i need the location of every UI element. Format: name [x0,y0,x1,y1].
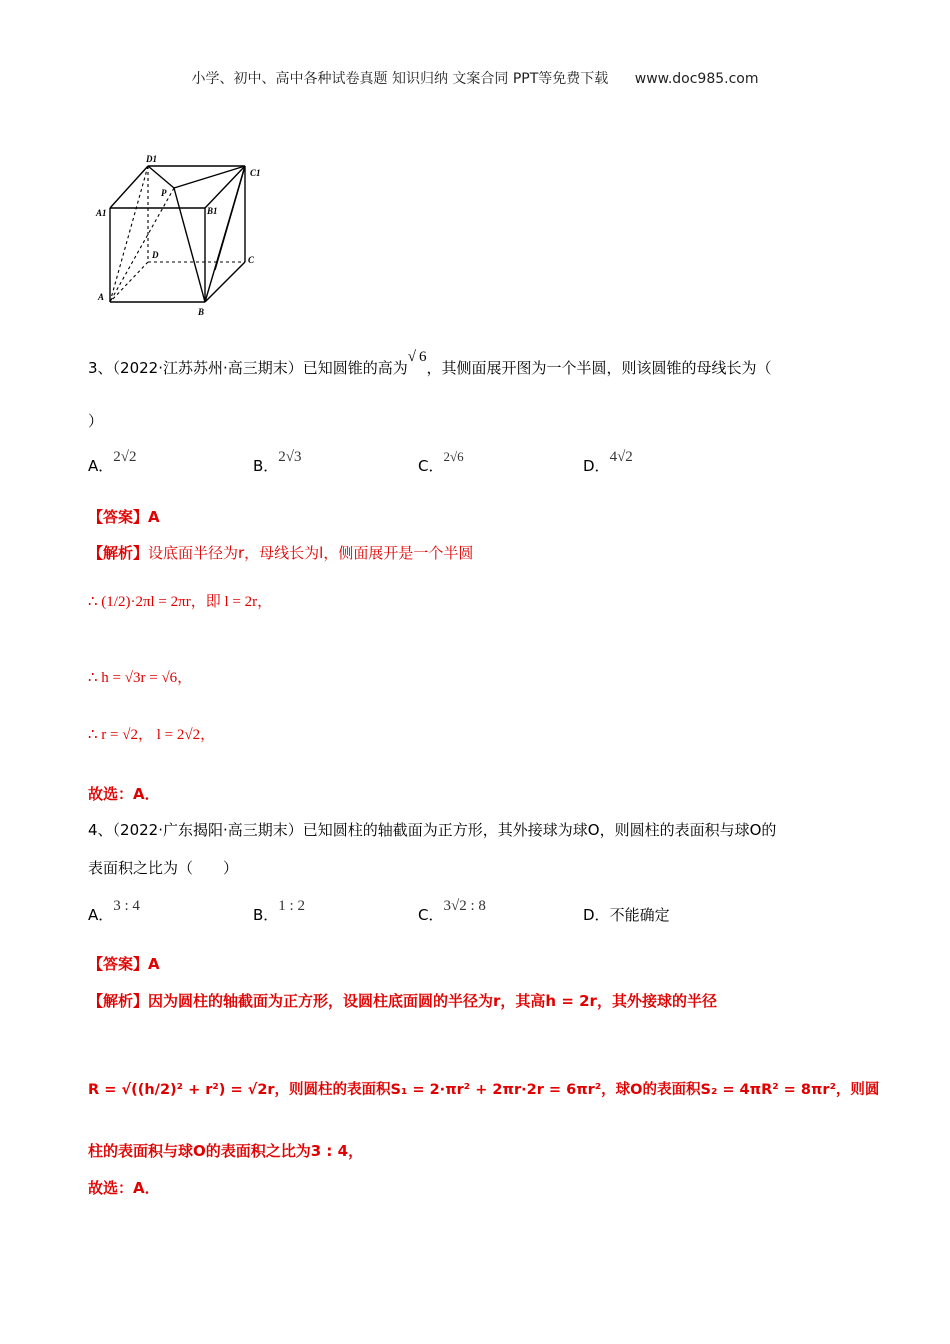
option-letter: C． [418,906,444,924]
q4-option-a[interactable] [88,898,140,925]
label-b1: B1 [207,206,218,216]
analysis-tag: 【解析】 [88,544,149,562]
q3-close: ） [88,412,104,430]
option-value: 不能确定 [609,906,670,924]
cube-figure [90,150,270,320]
q3-option-c[interactable] [418,449,464,476]
analysis-text: 因为圆柱的轴截面为正方形，设圆柱底面圆的半径为r，其高h = 2r，其外接球的半径 [148,992,717,1010]
option-letter: D． [583,906,610,924]
q3-step1: ∴ (1/2)·2πl = 2πr，即 l = 2r， [88,594,273,610]
q4-option-c[interactable] [418,898,486,925]
q3-step2: ∴ h = √3r = √6， [88,670,193,686]
option-value: 3 : 4 [113,898,140,914]
q3-option-b[interactable] [253,449,302,476]
option-letter: B． [253,906,279,924]
option-value: 2√2 [113,449,137,465]
option-letter: C． [418,457,444,475]
option-value: 3√2 : 8 [443,898,486,914]
q3-height: 6 [419,349,427,365]
q4-option-d[interactable] [583,904,670,925]
q3-option-d[interactable] [583,449,633,476]
option-value: 2√3 [278,449,302,465]
q4-answer: 【答案】A [88,955,160,973]
option-value: 1 : 2 [278,898,305,914]
q4-choose: 故选：A． [88,1179,160,1197]
q4-option-b[interactable] [253,898,305,925]
label-c1: C1 [250,168,261,178]
q4-stem: 4、（2022·广东揭阳·高三期末）已知圆柱的轴截面为正方形，其外接球为球O，则圆柱的表面积与球O的 [88,821,777,839]
q3-analysis [88,542,473,563]
q3-option-a[interactable] [88,449,137,476]
q4-stem2: 表面积之比为（ ） [88,859,239,877]
analysis-text: 设底面半径为r，母线长为l，侧面展开是一个半圆 [148,544,474,562]
option-letter: D． [583,457,610,475]
option-letter: A． [88,906,114,924]
q4-analysis3: 柱的表面积与球O的表面积之比为3 : 4， [88,1142,364,1160]
q3-answer: 【答案】A [88,508,160,526]
label-d1: D1 [146,154,157,164]
header-text: 小学、初中、高中各种试卷真题 知识归纳 文案合同 PPT等免费下载 [191,71,609,87]
analysis-tag: 【解析】 [88,992,149,1010]
q3-stem: 3、（2022·江苏苏州·高三期末）已知圆锥的高为√ 6，其侧面展开图为一个半圆，则该圆锥的母线长为（ [88,349,772,377]
q3-stem-text2: ，其侧面展开图为一个半圆，则该圆锥的母线长为（ [426,359,772,377]
q4-analysis [88,990,717,1011]
label-d: D [152,250,159,260]
option-value: 4√2 [609,449,633,465]
q3-choose: 故选：A． [88,785,160,803]
label-b: B [198,307,205,317]
label-a: A [98,292,105,302]
label-c: C [248,255,255,265]
label-p: P [161,188,167,198]
option-value: 2√6 [443,449,464,464]
q4-analysis2: R = √((h/2)² + r²) = √2r，则圆柱的表面积S₁ = 2·πr² + 2πr·2r = 6πr²，球O的表面积S₂ = 4πR² = 8πr²，则圆 [88,1082,880,1098]
header-url[interactable]: www.doc985.com [634,71,759,87]
page-header [0,68,950,88]
q3-stem-text: 3、（2022·江苏苏州·高三期末）已知圆锥的高为 [88,359,408,377]
q3-step3: ∴ r = √2， l = 2√2， [88,727,216,743]
option-letter: B． [253,457,279,475]
label-a1: A1 [96,208,107,218]
option-letter: A． [88,457,114,475]
